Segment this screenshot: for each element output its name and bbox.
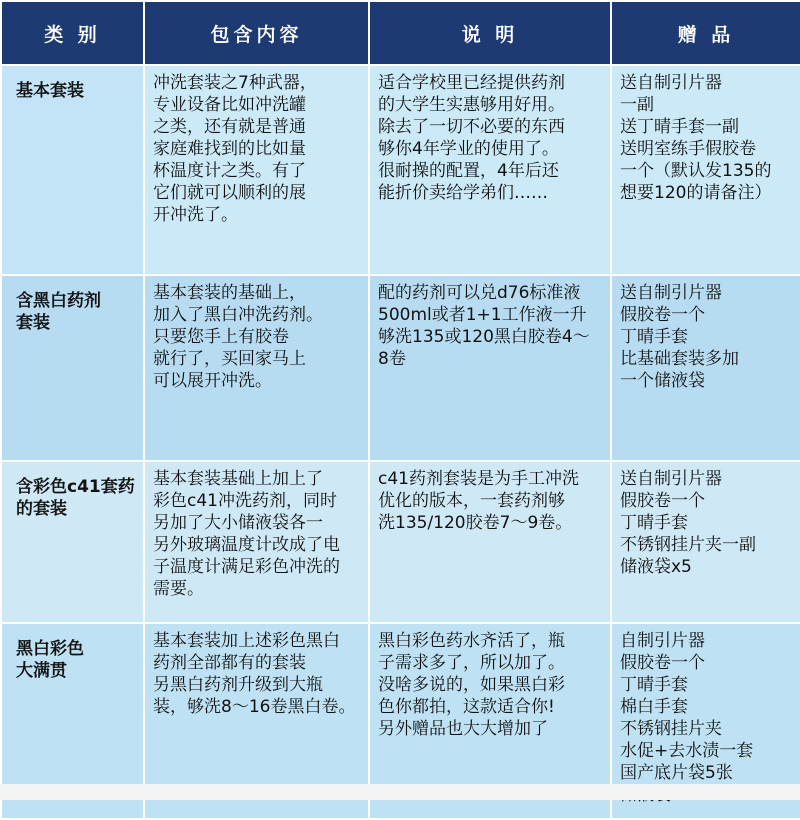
cell-gifts <box>611 65 800 275</box>
contents-text-line: 冲洗套装之7种武器， <box>153 73 317 93</box>
category-text-line: 大满贯 <box>16 661 67 681</box>
cell-gifts <box>611 461 800 623</box>
gifts-text-line: 丁晴手套 <box>620 513 688 533</box>
table-header-row <box>1 1 800 65</box>
cell-category <box>1 275 144 461</box>
description-text-line: 够洗135或120黑白胶卷4～ <box>378 327 590 347</box>
gifts-text-line: 丁晴手套 <box>620 327 688 347</box>
table-row <box>1 65 800 275</box>
gifts-text-line: 国产底片袋5张 <box>620 763 733 783</box>
category-text-line: 的套装 <box>16 499 67 519</box>
gifts-text-line: 一个（默认发135的 <box>620 161 772 181</box>
description-text-line: 很耐操的配置，4年后还 <box>378 161 559 181</box>
cell-category <box>1 65 144 275</box>
contents-text-line: 之类，还有就是普通 <box>153 117 306 137</box>
description-text-line: 子需求多了，所以加了。 <box>378 653 565 673</box>
gifts-text-line: 一个储液袋 <box>620 371 705 391</box>
description-text-line: 黑白彩色药水齐活了，瓶 <box>378 631 565 651</box>
gifts-text-line: 送明室练手假胶卷 <box>620 139 756 159</box>
cell-description <box>369 461 611 623</box>
description-text-line: 另外赠品也大大增加了 <box>378 719 548 739</box>
cell-description <box>369 275 611 461</box>
gifts-text-line: 丁晴手套 <box>620 675 688 695</box>
contents-text-line: 就行了，买回家马上 <box>153 349 306 369</box>
header-gifts: 赠 品 <box>611 1 800 65</box>
gifts-text-line: 假胶卷一个 <box>620 491 705 511</box>
table-row <box>1 461 800 623</box>
description-text-line: 8卷 <box>378 349 406 369</box>
contents-text-line: 它们就可以顺利的展 <box>153 183 306 203</box>
contents-text-line: 基本套装的基础上， <box>153 283 306 303</box>
description-text-line: 够你4年学业的使用了。 <box>378 139 559 159</box>
description-text-line: 优化的版本，一套药剂够 <box>378 491 565 511</box>
gifts-text-line: 自制引片器 <box>620 631 705 651</box>
contents-text-line: 另黑白药剂升级到大瓶 <box>153 675 323 695</box>
contents-text-line: 子温度计满足彩色冲洗的 <box>153 557 340 577</box>
contents-text-line: 基本套装加上述彩色黑白 <box>153 631 340 651</box>
description-text-line: 适合学校里已经提供药剂 <box>378 73 565 93</box>
gifts-text-line: 棉白手套 <box>620 697 688 717</box>
description-text-line: 色你都拍，这款适合你! <box>378 697 555 717</box>
cell-gifts <box>611 275 800 461</box>
gifts-text-line: 送自制引片器 <box>620 283 722 303</box>
gifts-text-line: 送自制引片器 <box>620 73 722 93</box>
description-text-line: 配的药剂可以兑d76标准液 <box>378 283 581 303</box>
cropped-bottom-edge <box>0 784 800 800</box>
gifts-text-line: 想要120的请备注） <box>620 183 772 203</box>
category-text-line: 套装 <box>16 313 50 333</box>
contents-text-line: 杯温度计之类。有了 <box>153 161 306 181</box>
description-text-line: 的大学生实惠够用好用。 <box>378 95 565 115</box>
gifts-text-line: 一副 <box>620 95 654 115</box>
contents-text-line: 专业设备比如冲洗罐 <box>153 95 306 115</box>
contents-text-line: 另加了大小储液袋各一 <box>153 513 323 533</box>
description-text-line: 洗135/120胶卷7～9卷。 <box>378 513 573 533</box>
contents-text-line: 装，够洗8～16卷黑白卷。 <box>153 697 356 717</box>
contents-text-line: 彩色c41冲洗药剂，同时 <box>153 491 337 511</box>
contents-text-line: 需要。 <box>153 579 204 599</box>
header-contents: 包含内容 <box>144 1 369 65</box>
cell-contents <box>144 461 369 623</box>
cell-category <box>1 461 144 623</box>
category-text-line: 黑白彩色 <box>16 639 84 659</box>
contents-text-line: 加入了黑白冲洗药剂。 <box>153 305 323 325</box>
gifts-text-line: 不锈钢挂片夹一副 <box>620 535 756 555</box>
contents-text-line: 家庭难找到的比如量 <box>153 139 306 159</box>
category-text-line: 含彩色c41套药 <box>16 477 135 497</box>
category-text-line: 含黑白药剂 <box>16 291 101 311</box>
contents-text-line: 药剂全部都有的套装 <box>153 653 306 673</box>
description-text-line: 没啥多说的，如果黑白彩 <box>378 675 565 695</box>
cell-contents <box>144 65 369 275</box>
contents-text-line: 开冲洗了。 <box>153 205 238 225</box>
description-text-line: c41药剂套装是为手工冲洗 <box>378 469 579 489</box>
gifts-text-line: 储液袋x5 <box>620 557 692 577</box>
contents-text-line: 另外玻璃温度计改成了电 <box>153 535 340 555</box>
cell-contents <box>144 275 369 461</box>
contents-text-line: 只要您手上有胶卷 <box>153 327 289 347</box>
gifts-text-line: 送自制引片器 <box>620 469 722 489</box>
gifts-text-line: 假胶卷一个 <box>620 653 705 673</box>
category-text-line: 基本套装 <box>16 81 84 101</box>
header-category: 类 别 <box>1 1 144 65</box>
gifts-text-line: 假胶卷一个 <box>620 305 705 325</box>
gifts-text-line: 不锈钢挂片夹 <box>620 719 722 739</box>
cell-description <box>369 65 611 275</box>
description-text-line: 500ml或者1+1工作液一升 <box>378 305 587 325</box>
gifts-text-line: 送丁晴手套一副 <box>620 117 739 137</box>
contents-text-line: 可以展开冲洗。 <box>153 371 272 391</box>
table-row <box>1 275 800 461</box>
header-description: 说 明 <box>369 1 611 65</box>
description-text-line: 除去了一切不必要的东西 <box>378 117 565 137</box>
gifts-text-line: 比基础套装多加 <box>620 349 739 369</box>
contents-text-line: 基本套装基础上加上了 <box>153 469 323 489</box>
description-text-line: 能折价卖给学弟们…… <box>378 183 548 203</box>
gifts-text-line: 水促+去水渍一套 <box>620 741 754 761</box>
